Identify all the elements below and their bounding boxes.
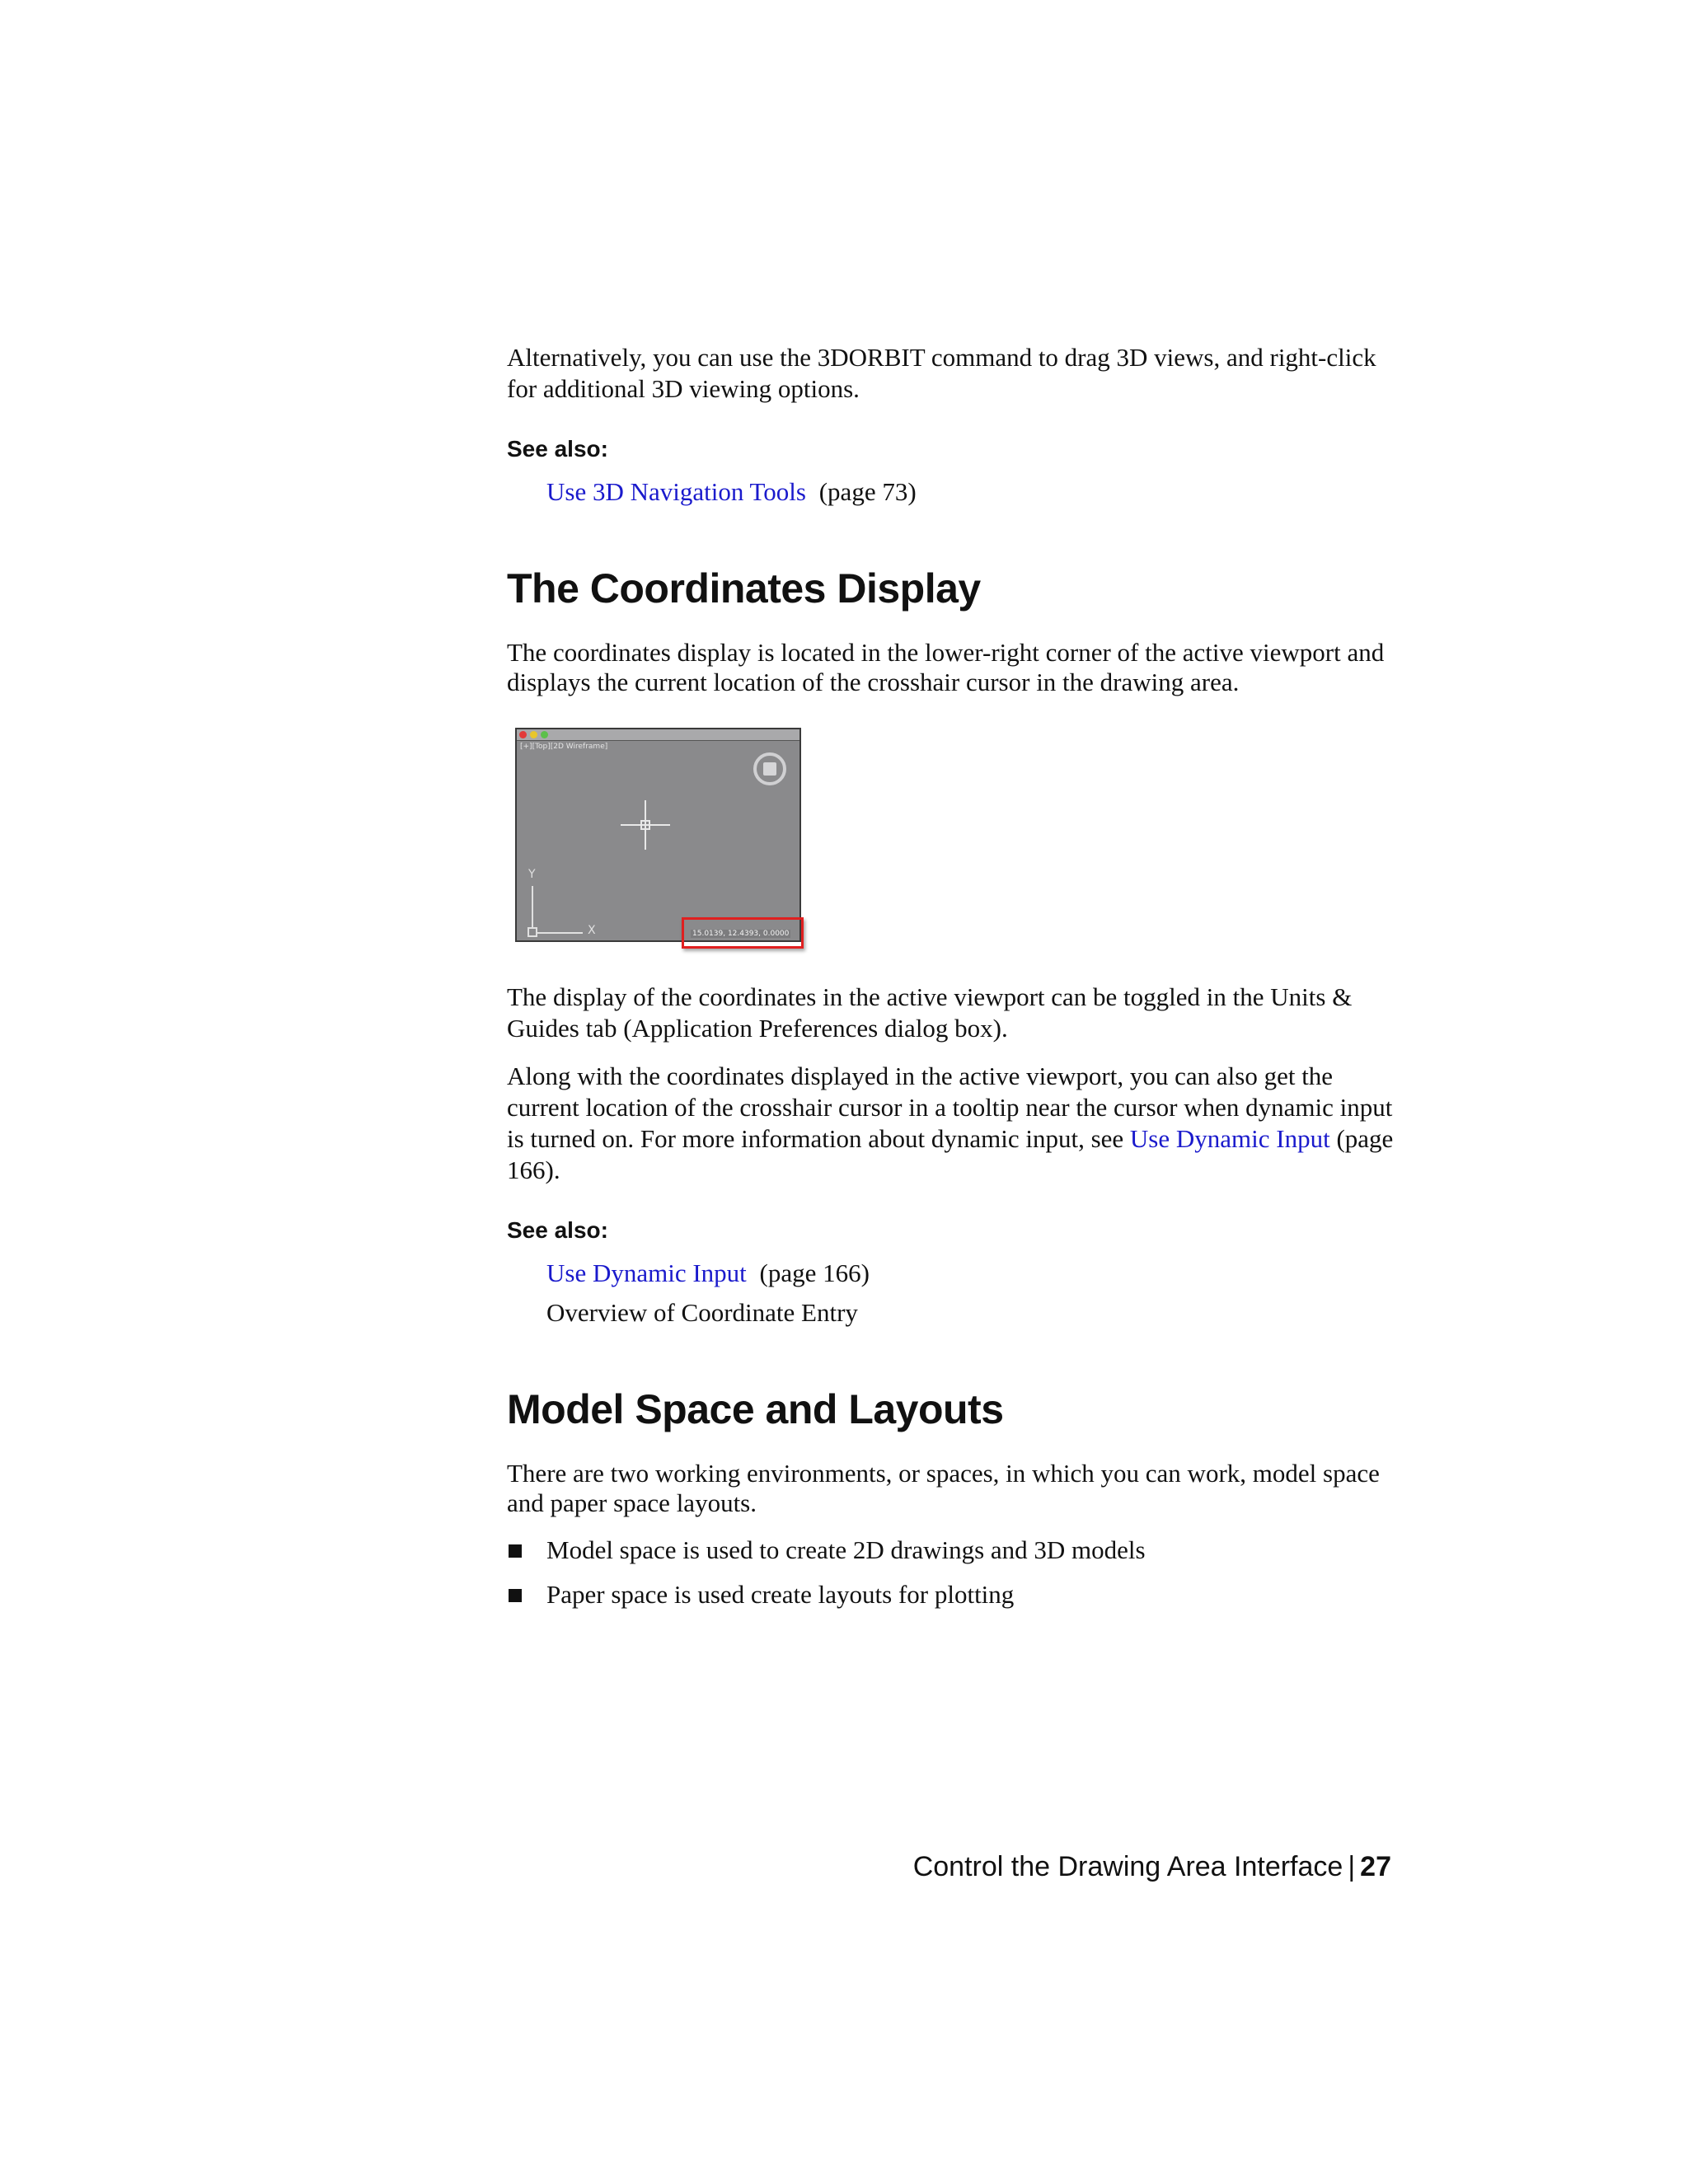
footer-page-number: 27 xyxy=(1360,1851,1391,1882)
ucs-x-label: X xyxy=(588,924,596,937)
see-also-label: See also: xyxy=(507,436,608,462)
ucs-y-label: Y xyxy=(528,868,536,881)
viewport-window xyxy=(515,728,801,942)
close-dot-icon xyxy=(519,731,527,738)
bullet-square-icon xyxy=(509,1544,522,1558)
link-use-dynamic-input[interactable]: Use Dynamic Input xyxy=(546,1258,747,1287)
coordinates-highlight xyxy=(682,917,804,949)
coordinates-paragraph-3 xyxy=(507,1061,1397,1186)
list-item xyxy=(507,1579,1397,1610)
maximize-dot-icon xyxy=(541,731,548,738)
viewport-label: [+][Top][2D Wireframe] xyxy=(520,743,608,751)
list-item-text: Paper space is used create layouts for plotting xyxy=(546,1580,1015,1609)
heading-coordinates-display: The Coordinates Display xyxy=(507,565,981,612)
see-also-item xyxy=(546,476,1397,508)
coordinates-paragraph-2: The display of the coordinates in the active viewport can be toggled in the Units & Guides tab (Application Preferences dialog box). xyxy=(507,982,1353,1043)
navigation-wheel-icon xyxy=(753,752,786,785)
minimize-dot-icon xyxy=(530,731,537,738)
viewport-titlebar xyxy=(517,729,799,741)
see-also-item-plain: Overview of Coordinate Entry xyxy=(546,1298,858,1327)
model-space-list xyxy=(507,1535,1397,1610)
list-item xyxy=(507,1535,1397,1566)
bullet-square-icon xyxy=(509,1589,522,1602)
see-also-item xyxy=(546,1258,1397,1289)
link-use-3d-navigation-tools[interactable]: Use 3D Navigation Tools xyxy=(546,477,806,506)
coordinates-paragraph-1: The coordinates display is located in the lower-right corner of the active viewport and displays the current location of the crosshair cursor in the drawing area. xyxy=(507,638,1385,696)
footer-chapter-title: Control the Drawing Area Interface xyxy=(912,1851,1343,1882)
see-also-label: See also: xyxy=(507,1217,608,1243)
paragraph-3-text: Along with the coordinates displayed in the active viewport, you can also get the current location of the crosshair cursor in a tooltip near the cursor when dynamic input is turned on. For more information about dynamic input, see xyxy=(507,1062,1393,1153)
page-reference: (page 166) xyxy=(759,1258,870,1287)
coordinates-readout: 15.0139, 12.4393, 0.0000 xyxy=(692,930,790,938)
page-content xyxy=(507,342,1397,1610)
viewport-figure xyxy=(507,728,804,967)
intro-paragraph: Alternatively, you can use the 3DORBIT command to drag 3D views, and right-click for additional 3D viewing options. xyxy=(507,343,1376,403)
list-item-text: Model space is used to create 2D drawings and 3D models xyxy=(546,1535,1146,1564)
footer-separator: | xyxy=(1348,1851,1356,1882)
model-space-paragraph: There are two working environments, or spaces, in which you can work, model space and paper space layouts. xyxy=(507,1459,1380,1517)
page-reference: (page 73) xyxy=(818,477,917,506)
heading-model-space-layouts: Model Space and Layouts xyxy=(507,1386,1004,1432)
link-use-dynamic-input-inline[interactable]: Use Dynamic Input xyxy=(1129,1124,1330,1153)
page-footer xyxy=(897,1850,1391,1883)
paragraph-3-tail: (page 166). xyxy=(507,1124,1394,1184)
